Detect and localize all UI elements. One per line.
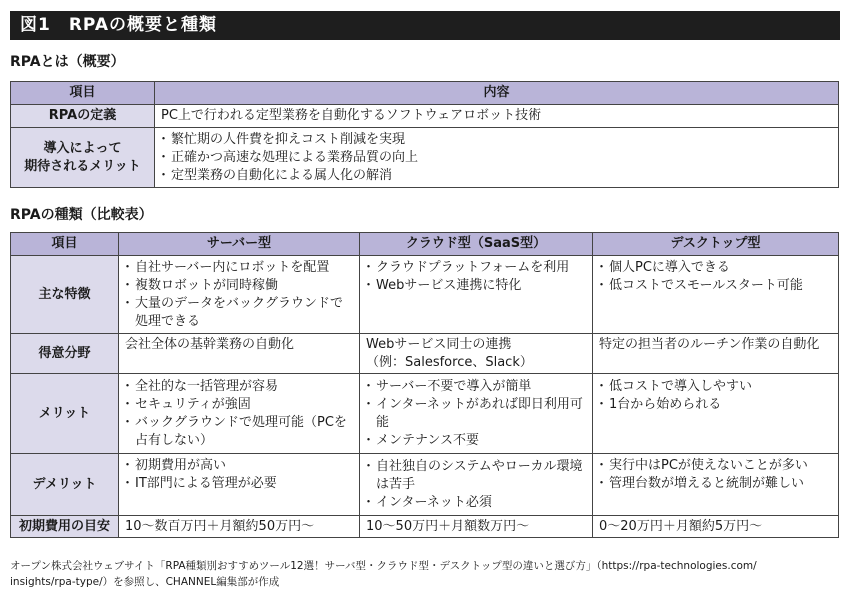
bullet-item: ・ 全社的な一括管理が容易 bbox=[125, 378, 353, 396]
comparison-header-row bbox=[11, 233, 839, 256]
bullet-item: ・ 管理台数が増えると統制が難しい bbox=[599, 475, 832, 493]
row-label-features: 主な特徴 bbox=[11, 256, 119, 334]
overview-row-definition bbox=[11, 105, 839, 128]
bullet-item: ・ 定型業務の自動化による属人化の解消 bbox=[161, 167, 832, 185]
cost-cloud: 10～50万円＋月額数万円～ bbox=[360, 516, 593, 538]
source-note bbox=[10, 558, 845, 590]
demerits-desktop bbox=[593, 454, 839, 516]
bullet-item: ・ IT部門による管理が必要 bbox=[125, 475, 353, 493]
row-demerits bbox=[11, 454, 839, 516]
column-header-item: 項目 bbox=[11, 82, 155, 105]
cost-desktop: 0～20万円＋月額約5万円～ bbox=[593, 516, 839, 538]
bullet-item: ・ 実行中はPCが使えないことが多い bbox=[599, 457, 832, 475]
features-cloud bbox=[360, 256, 593, 334]
row-label-demerits: デメリット bbox=[11, 454, 119, 516]
source-line: insights/rpa-type/）を参照し、CHANNEL編集部が作成 bbox=[10, 576, 280, 588]
column-header-content: 内容 bbox=[155, 82, 839, 105]
source-line: オープン株式会社ウェブサイト「RPA種類別おすすめツール12選！サーバ型・クラウド型・デスクトップ型の違いと選び方」（https://rpa-technologies.com/ bbox=[10, 560, 757, 572]
bullet-item: ・ 低コストで導入しやすい bbox=[599, 378, 832, 396]
bullet-item: ・ 初期費用が高い bbox=[125, 457, 353, 475]
features-server bbox=[119, 256, 360, 334]
text-line: Webサービス同士の連携 bbox=[366, 336, 512, 352]
bullet-item: ・ Webサービス連携に特化 bbox=[366, 277, 586, 295]
bullet-item: ・ サーバー不要で導入が簡単 bbox=[366, 378, 586, 396]
row-features bbox=[11, 256, 839, 334]
bullet-item: ・ メンテナンス不要 bbox=[366, 432, 586, 450]
benefits-cell bbox=[155, 128, 839, 188]
row-label-benefits bbox=[11, 128, 155, 188]
bullet-item: ・ 繁忙期の人件費を抑えコスト削減を実現 bbox=[161, 131, 832, 149]
row-cost bbox=[11, 516, 839, 538]
cost-server: 10～数百万円＋月額約50万円～ bbox=[119, 516, 360, 538]
row-label-merits: メリット bbox=[11, 374, 119, 454]
column-header-server: サーバー型 bbox=[119, 233, 360, 256]
bullet-item: ・ 正確かつ高速な処理による業務品質の向上 bbox=[161, 149, 832, 167]
bullet-item: ・ 低コストでスモールスタート可能 bbox=[599, 277, 832, 295]
fields-desktop: 特定の担当者のルーチン作業の自動化 bbox=[593, 334, 839, 374]
bullet-item: ・ バックグラウンドで処理可能（PCを占有しない） bbox=[125, 414, 353, 450]
bullet-item: ・ 個人PCに導入できる bbox=[599, 259, 832, 277]
column-header-cloud: クラウド型（SaaS型） bbox=[360, 233, 593, 256]
bullet-item: ・ クラウドプラットフォームを利用 bbox=[366, 259, 586, 277]
column-header-desktop: デスクトップ型 bbox=[593, 233, 839, 256]
row-fields bbox=[11, 334, 839, 374]
merits-server bbox=[119, 374, 360, 454]
section-title-comparison: RPAの種類（比較表） bbox=[10, 207, 153, 223]
row-label-definition: RPAの定義 bbox=[11, 105, 155, 128]
figure-title: 図1 RPAの概要と種類 bbox=[10, 11, 840, 40]
text-line: （例：Salesforce、Slack） bbox=[366, 354, 533, 370]
overview-table bbox=[10, 81, 839, 188]
bullet-item: ・ 1台から始められる bbox=[599, 396, 832, 414]
fields-server: 会社全体の基幹業務の自動化 bbox=[119, 334, 360, 374]
label-line: 導入によって bbox=[43, 140, 122, 156]
bullet-item: ・ 大量のデータをバックグラウンドで処理できる bbox=[125, 295, 353, 331]
column-header-item: 項目 bbox=[11, 233, 119, 256]
overview-row-benefits bbox=[11, 128, 839, 188]
merits-desktop bbox=[593, 374, 839, 454]
label-line: 期待されるメリット bbox=[24, 158, 141, 174]
row-label-cost: 初期費用の目安 bbox=[11, 516, 119, 538]
bullet-item: ・ セキュリティが強固 bbox=[125, 396, 353, 414]
row-merits bbox=[11, 374, 839, 454]
overview-header-row bbox=[11, 82, 839, 105]
demerits-cloud bbox=[360, 454, 593, 516]
bullet-item: ・ 自社サーバー内にロボットを配置 bbox=[125, 259, 353, 277]
bullet-item: ・ インターネットがあれば即日利用可能 bbox=[366, 396, 586, 432]
bullet-item: ・ 自社独自のシステムやローカル環境は苦手 bbox=[366, 458, 586, 494]
fields-cloud bbox=[360, 334, 593, 374]
row-label-fields: 得意分野 bbox=[11, 334, 119, 374]
features-desktop bbox=[593, 256, 839, 334]
comparison-table bbox=[10, 232, 839, 538]
section-title-overview: RPAとは（概要） bbox=[10, 54, 125, 70]
bullet-item: ・ 複数ロボットが同時稼働 bbox=[125, 277, 353, 295]
demerits-server bbox=[119, 454, 360, 516]
definition-text: PC上で行われる定型業務を自動化するソフトウェアロボット技術 bbox=[155, 105, 839, 128]
merits-cloud bbox=[360, 374, 593, 454]
bullet-item: ・ インターネット必須 bbox=[366, 494, 586, 512]
